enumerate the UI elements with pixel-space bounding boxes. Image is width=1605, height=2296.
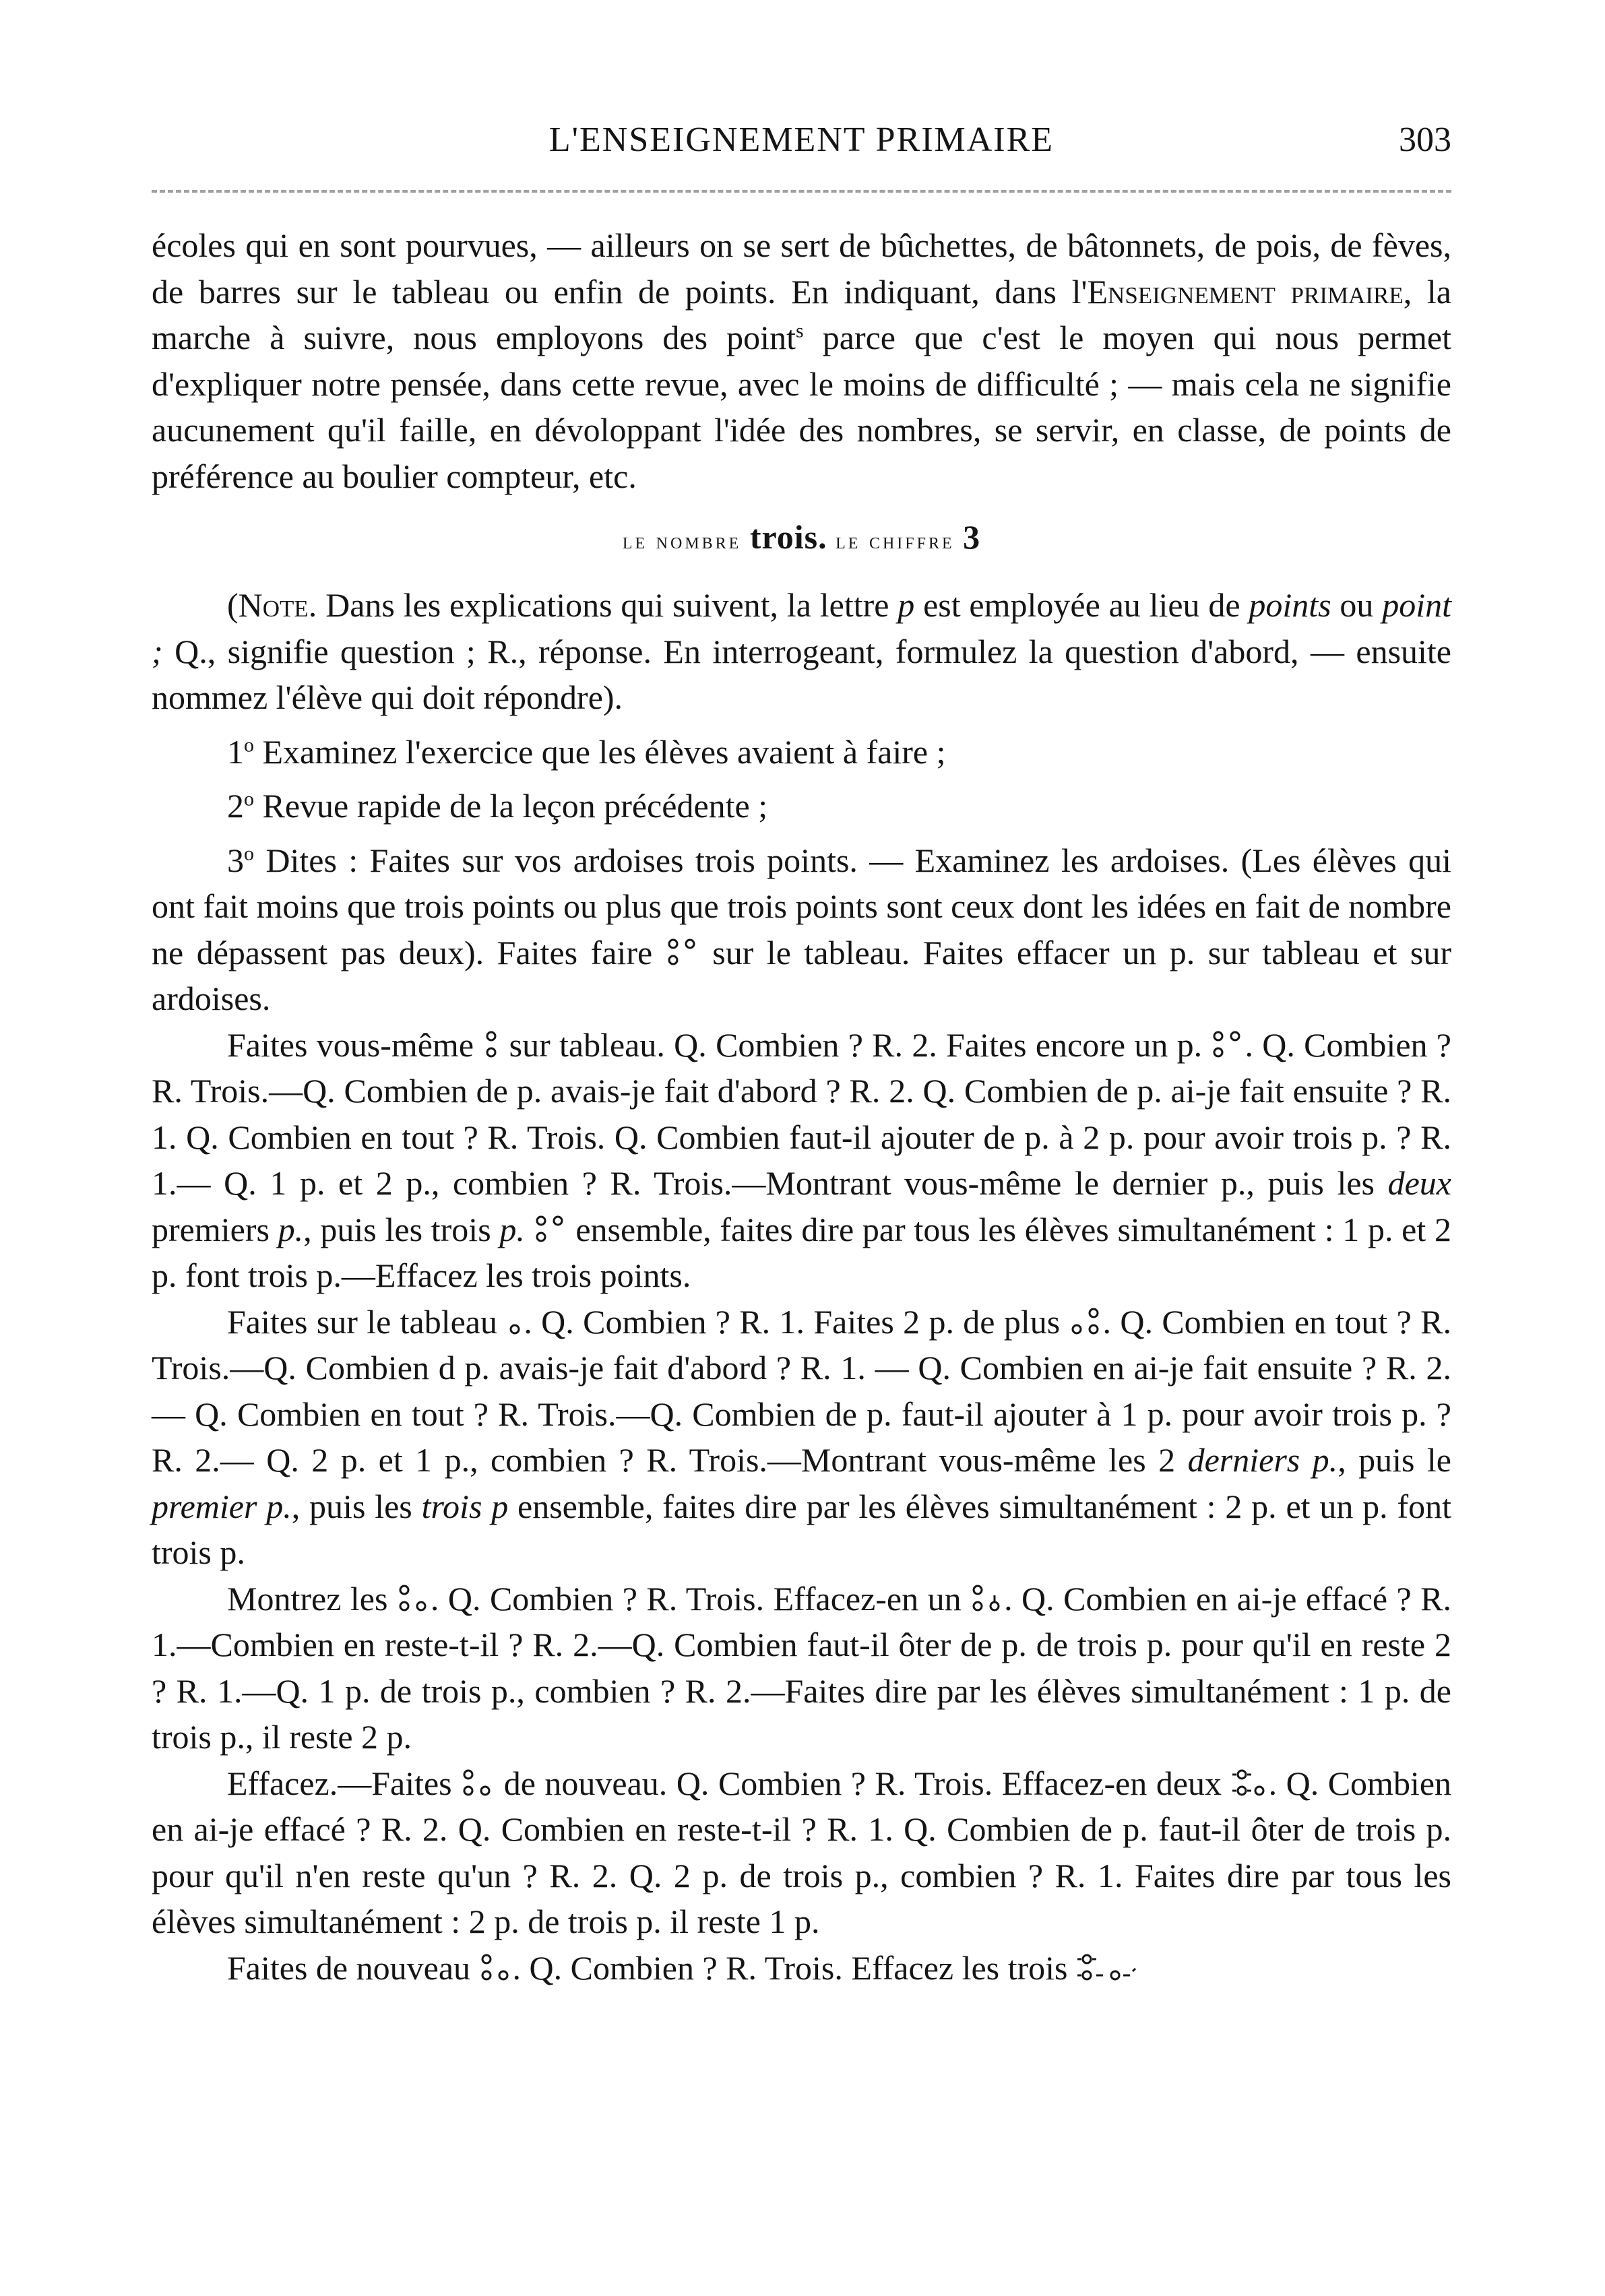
dots-three-two-crossed-icon xyxy=(1231,1766,1269,1801)
step-2: 2$^o$ Revue rapide de la leçon précédente ; xyxy=(227,787,768,825)
intro-paragraph: écoles qui en sont pourvues, — ailleurs on se sert de bûchettes, de bâtonnets, de pois, de fèves, de barres sur le tableau ou enfin de points. En indiquant, dans l'Enseignement primaire, la marche à suivre, nous employons des point$^s$ parce que c'est le moyen qui nous permet d'expliquer notre pensée, dans cette revue, avec le moins de difficulté ; — mais cela ne signifie aucunement qu'il faille, en dévoloppant l'idée des nombres, se servir, en classe, de points de préférence au boulier compteur, etc. xyxy=(152,226,1451,495)
dots-three-icon xyxy=(397,1582,431,1617)
section-heading: le nombre trois. le chiffre 3 xyxy=(622,518,981,556)
paragraph-count-down-b: Effacez.—Faites de nouveau. Q. Combien ? R. Trois. Effacez-en deux . Q. Combien en ai-je effacé ? R. 2. Q. Combien en reste-t-il ? R. 1. Q. Combien de p. faut-il ôter de trois p. pour qu'il n'en reste qu'un ? R. 2. Q. 2 p. de trois p., combien ? R. 1. Faites dire par tous les élèves simultanément : 2 p. de trois p. il reste 1 p. xyxy=(152,1764,1452,1940)
dots-three-icon xyxy=(461,1766,495,1801)
paragraph-count-down-a: Montrez les . Q. Combien ? R. Trois. Effacez-en un . Q. Combien en ai-je effacé ? R. 1.—Combien en reste-t-il ? R. 2.—Q. Combien faut-il ôter de p. de trois p. pour qu'il en reste 2 ? R. 1.—Q. 1 p. de trois p., combien ? R. 2.—Faites dire par les élèves simultanément : 1 p. de trois p., il reste 2 p. xyxy=(152,1579,1452,1756)
dots-three-all-crossed-icon xyxy=(1076,1951,1137,1986)
dots-three-one-crossed-icon xyxy=(970,1582,1004,1617)
dots-two-icon xyxy=(482,1028,500,1063)
page-body xyxy=(152,222,1451,1991)
note-paragraph: (Note. Dans les explications qui suivent, la lettre p est employée au lieu de points ou point ; Q., signifie question ; R., réponse. En interrogeant, formulez la question d'abord, — ensuite nommez l'élève qui doit répondre). xyxy=(152,586,1452,716)
dots-three-icon xyxy=(534,1213,567,1248)
dots-three-icon xyxy=(479,1951,513,1986)
header-rule xyxy=(152,190,1451,193)
dots-three-icon xyxy=(1211,1028,1245,1063)
paragraph-erase-all: Faites de nouveau . Q. Combien ? R. Trois. Effacez les trois xyxy=(152,1945,1451,1991)
step-3: 3$^o$ Dites : Faites sur vos ardoises trois points. — Examinez les ardoises. (Les élèves qui ont fait moins que trois points ou plus que trois points sont ceux dont les idées en fait de nombre ne dépassent pas deux). Faites faire sur le tableau. Faites effacer un p. sur tableau et sur ardoises. xyxy=(152,841,1451,1017)
page-number: 303 xyxy=(1399,121,1451,159)
running-header xyxy=(152,120,1451,167)
step-1: 1$^o$ Examinez l'exercice que les élèves avaient à faire ; xyxy=(227,732,946,771)
paragraph-count-up-b: Faites sur le tableau . Q. Combien ? R. 1. Faites 2 p. de plus . Q. Combien en tout ? R. Trois.—Q. Combien d p. avais-je fait d'abord ? R. 1. — Q. Combien en ai-je fait ensuite ? R. 2. — Q. Combien en tout ? R. Trois.—Q. Combien de p. faut-il ajouter à 1 p. pour avoir trois p. ? R. 2.— Q. 2 p. et 1 p., combien ? R. Trois.—Montrant vous-même les 2 derniers p., puis le premier p., puis les trois p ensemble, faites dire par les élèves simultanément : 2 p. et un p. font trois p. xyxy=(152,1302,1452,1571)
dots-three-icon xyxy=(1069,1305,1103,1340)
dot-one-icon xyxy=(506,1305,524,1340)
running-title: L'ENSEIGNEMENT PRIMAIRE xyxy=(548,121,1055,159)
paragraph-count-up-a: Faites vous-même sur tableau. Q. Combien ? R. 2. Faites encore un p. . Q. Combien ? R. Trois.—Q. Combien de p. avais-je fait d'abord ? R. 2. Q. Combien de p. ai-je fait ensuite ? R. 1. Q. Combien en tout ? R. Trois. Q. Combien faut-il ajouter de p. à 2 p. pour avoir trois p. ? R. 1.— Q. 1 p. et 2 p., combien ? R. Trois.—Montrant vous-même le dernier p., puis les deux premiers p., puis les trois p. ensemble, faites dire par tous les élèves simultanément : 1 p. et 2 p. font trois p.—Effacez les trois points. xyxy=(152,1025,1451,1294)
dots-three-icon xyxy=(666,936,699,971)
